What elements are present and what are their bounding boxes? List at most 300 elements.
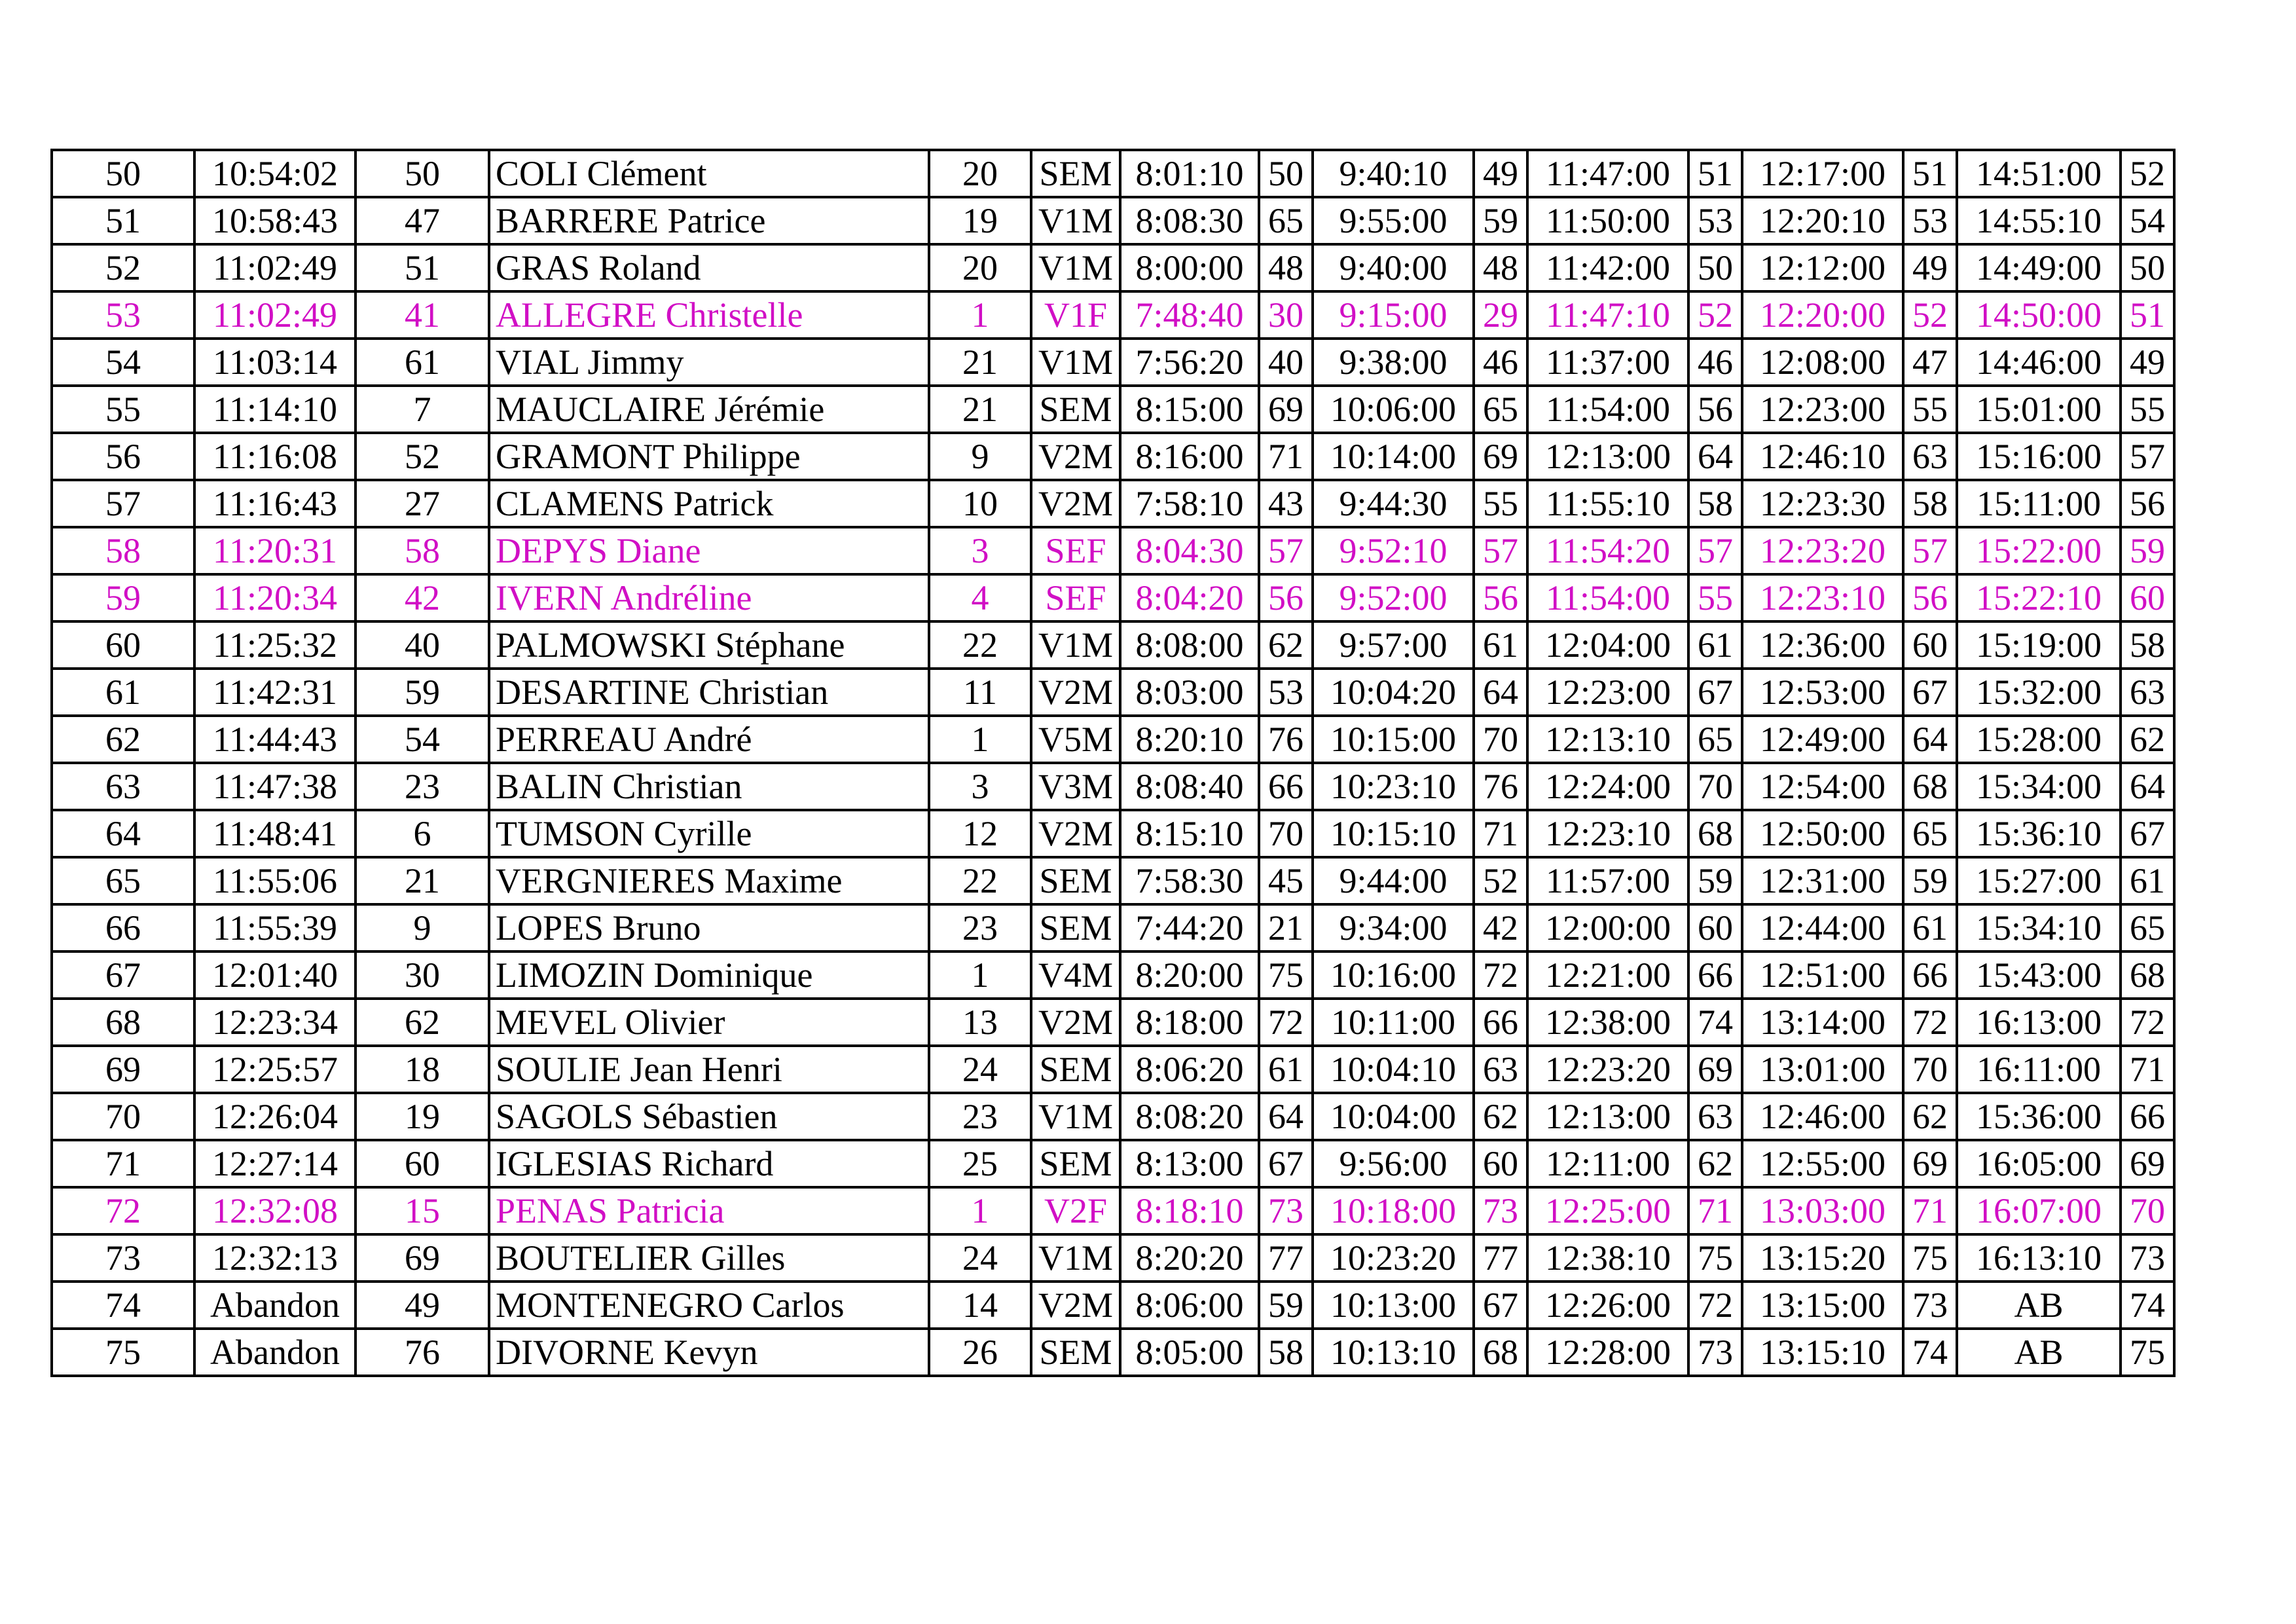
checkpoint-4-time-cell: 12:20:00	[1742, 291, 1903, 339]
place-cell: 68	[52, 999, 194, 1046]
category-cell: V1M	[1031, 621, 1120, 669]
checkpoint-5-time-cell: 16:13:10	[1957, 1234, 2121, 1282]
checkpoint-3-rank-cell: 53	[1688, 197, 1742, 244]
checkpoint-2-time-cell: 9:56:00	[1313, 1140, 1474, 1187]
checkpoint-1-time-cell: 7:56:20	[1120, 339, 1259, 386]
checkpoint-5-rank-cell: 59	[2121, 527, 2174, 574]
category-cell: V2M	[1031, 433, 1120, 480]
table-row	[52, 1234, 2174, 1282]
runner-name-cell: MEVEL Olivier	[489, 999, 929, 1046]
place-cell: 67	[52, 951, 194, 999]
category-cell: V1M	[1031, 1234, 1120, 1282]
checkpoint-4-rank-cell: 61	[1903, 904, 1957, 951]
checkpoint-4-time-cell: 12:51:00	[1742, 951, 1903, 999]
bib-cell: 40	[355, 621, 489, 669]
category-cell: V2M	[1031, 669, 1120, 716]
checkpoint-5-time-cell: 15:22:10	[1957, 574, 2121, 621]
checkpoint-3-rank-cell: 51	[1688, 150, 1742, 197]
table-row	[52, 1046, 2174, 1093]
checkpoint-2-time-cell: 9:52:10	[1313, 527, 1474, 574]
place-cell: 59	[52, 574, 194, 621]
checkpoint-4-time-cell: 12:23:20	[1742, 527, 1903, 574]
checkpoint-1-time-cell: 8:18:00	[1120, 999, 1259, 1046]
runner-name-cell: LIMOZIN Dominique	[489, 951, 929, 999]
checkpoint-1-time-cell: 8:06:00	[1120, 1282, 1259, 1329]
category-rank-cell: 24	[929, 1234, 1031, 1282]
place-cell: 58	[52, 527, 194, 574]
checkpoint-3-time-cell: 12:38:10	[1527, 1234, 1688, 1282]
checkpoint-4-rank-cell: 75	[1903, 1234, 1957, 1282]
table-row	[52, 291, 2174, 339]
category-cell: V2M	[1031, 1282, 1120, 1329]
category-rank-cell: 20	[929, 150, 1031, 197]
checkpoint-1-rank-cell: 21	[1259, 904, 1313, 951]
bib-cell: 41	[355, 291, 489, 339]
checkpoint-4-time-cell: 12:23:30	[1742, 480, 1903, 527]
checkpoint-5-rank-cell: 69	[2121, 1140, 2174, 1187]
checkpoint-3-time-cell: 11:37:00	[1527, 339, 1688, 386]
checkpoint-5-rank-cell: 50	[2121, 244, 2174, 291]
category-cell: SEM	[1031, 1140, 1120, 1187]
checkpoint-1-time-cell: 8:13:00	[1120, 1140, 1259, 1187]
checkpoint-4-time-cell: 13:15:00	[1742, 1282, 1903, 1329]
category-rank-cell: 23	[929, 1093, 1031, 1140]
checkpoint-2-time-cell: 9:57:00	[1313, 621, 1474, 669]
bib-cell: 6	[355, 810, 489, 857]
category-cell: SEM	[1031, 904, 1120, 951]
category-cell: V1F	[1031, 291, 1120, 339]
checkpoint-4-rank-cell: 57	[1903, 527, 1957, 574]
category-rank-cell: 25	[929, 1140, 1031, 1187]
table-row	[52, 904, 2174, 951]
bib-cell: 47	[355, 197, 489, 244]
checkpoint-1-time-cell: 7:44:20	[1120, 904, 1259, 951]
checkpoint-1-time-cell: 7:58:10	[1120, 480, 1259, 527]
place-cell: 69	[52, 1046, 194, 1093]
runner-name-cell: PERREAU André	[489, 716, 929, 763]
checkpoint-3-time-cell: 11:47:00	[1527, 150, 1688, 197]
checkpoint-2-rank-cell: 55	[1474, 480, 1527, 527]
checkpoint-3-time-cell: 12:13:00	[1527, 1093, 1688, 1140]
checkpoint-5-rank-cell: 61	[2121, 857, 2174, 904]
checkpoint-1-rank-cell: 48	[1259, 244, 1313, 291]
category-rank-cell: 3	[929, 763, 1031, 810]
checkpoint-4-time-cell: 12:46:10	[1742, 433, 1903, 480]
checkpoint-4-time-cell: 12:12:00	[1742, 244, 1903, 291]
checkpoint-5-rank-cell: 75	[2121, 1329, 2174, 1376]
finish-time-cell: 11:44:43	[194, 716, 355, 763]
runner-name-cell: PALMOWSKI Stéphane	[489, 621, 929, 669]
checkpoint-4-time-cell: 12:53:00	[1742, 669, 1903, 716]
checkpoint-3-time-cell: 12:13:10	[1527, 716, 1688, 763]
checkpoint-3-time-cell: 11:54:20	[1527, 527, 1688, 574]
checkpoint-5-time-cell: AB	[1957, 1282, 2121, 1329]
checkpoint-5-time-cell: 14:50:00	[1957, 291, 2121, 339]
category-rank-cell: 4	[929, 574, 1031, 621]
bib-cell: 59	[355, 669, 489, 716]
checkpoint-4-time-cell: 12:55:00	[1742, 1140, 1903, 1187]
finish-time-cell: 11:20:34	[194, 574, 355, 621]
checkpoint-4-time-cell: 13:15:10	[1742, 1329, 1903, 1376]
checkpoint-2-time-cell: 10:04:10	[1313, 1046, 1474, 1093]
checkpoint-1-time-cell: 8:04:20	[1120, 574, 1259, 621]
checkpoint-2-time-cell: 10:13:00	[1313, 1282, 1474, 1329]
table-row	[52, 244, 2174, 291]
bib-cell: 61	[355, 339, 489, 386]
checkpoint-4-rank-cell: 70	[1903, 1046, 1957, 1093]
checkpoint-3-time-cell: 12:11:00	[1527, 1140, 1688, 1187]
checkpoint-3-time-cell: 12:04:00	[1527, 621, 1688, 669]
table-row	[52, 857, 2174, 904]
finish-time-cell: 11:14:10	[194, 386, 355, 433]
checkpoint-2-rank-cell: 64	[1474, 669, 1527, 716]
checkpoint-3-rank-cell: 62	[1688, 1140, 1742, 1187]
table-row	[52, 716, 2174, 763]
checkpoint-1-time-cell: 7:48:40	[1120, 291, 1259, 339]
category-rank-cell: 11	[929, 669, 1031, 716]
checkpoint-5-time-cell: 15:27:00	[1957, 857, 2121, 904]
checkpoint-1-rank-cell: 65	[1259, 197, 1313, 244]
checkpoint-1-time-cell: 8:04:30	[1120, 527, 1259, 574]
checkpoint-2-rank-cell: 29	[1474, 291, 1527, 339]
checkpoint-4-rank-cell: 63	[1903, 433, 1957, 480]
checkpoint-5-rank-cell: 70	[2121, 1187, 2174, 1234]
checkpoint-3-rank-cell: 73	[1688, 1329, 1742, 1376]
table-row	[52, 621, 2174, 669]
checkpoint-3-time-cell: 11:57:00	[1527, 857, 1688, 904]
category-cell: V1M	[1031, 197, 1120, 244]
runner-name-cell: VIAL Jimmy	[489, 339, 929, 386]
checkpoint-2-time-cell: 10:23:20	[1313, 1234, 1474, 1282]
checkpoint-5-time-cell: 16:05:00	[1957, 1140, 2121, 1187]
checkpoint-4-time-cell: 12:36:00	[1742, 621, 1903, 669]
checkpoint-2-time-cell: 10:11:00	[1313, 999, 1474, 1046]
checkpoint-3-time-cell: 12:21:00	[1527, 951, 1688, 999]
checkpoint-4-time-cell: 12:08:00	[1742, 339, 1903, 386]
checkpoint-5-time-cell: 14:51:00	[1957, 150, 2121, 197]
checkpoint-3-rank-cell: 56	[1688, 386, 1742, 433]
bib-cell: 18	[355, 1046, 489, 1093]
table-row	[52, 951, 2174, 999]
bib-cell: 60	[355, 1140, 489, 1187]
bib-cell: 42	[355, 574, 489, 621]
category-rank-cell: 12	[929, 810, 1031, 857]
checkpoint-1-time-cell: 8:03:00	[1120, 669, 1259, 716]
finish-time-cell: 11:55:06	[194, 857, 355, 904]
bib-cell: 15	[355, 1187, 489, 1234]
checkpoint-5-time-cell: 15:36:10	[1957, 810, 2121, 857]
checkpoint-1-rank-cell: 62	[1259, 621, 1313, 669]
checkpoint-4-rank-cell: 58	[1903, 480, 1957, 527]
checkpoint-4-rank-cell: 56	[1903, 574, 1957, 621]
runner-name-cell: BARRERE Patrice	[489, 197, 929, 244]
checkpoint-1-rank-cell: 72	[1259, 999, 1313, 1046]
runner-name-cell: BOUTELIER Gilles	[489, 1234, 929, 1282]
checkpoint-1-rank-cell: 71	[1259, 433, 1313, 480]
checkpoint-3-time-cell: 11:50:00	[1527, 197, 1688, 244]
checkpoint-3-rank-cell: 57	[1688, 527, 1742, 574]
checkpoint-1-time-cell: 8:18:10	[1120, 1187, 1259, 1234]
checkpoint-3-rank-cell: 55	[1688, 574, 1742, 621]
finish-time-cell: 11:03:14	[194, 339, 355, 386]
checkpoint-1-rank-cell: 66	[1259, 763, 1313, 810]
bib-cell: 52	[355, 433, 489, 480]
checkpoint-2-rank-cell: 48	[1474, 244, 1527, 291]
checkpoint-5-time-cell: 14:55:10	[1957, 197, 2121, 244]
category-cell: V3M	[1031, 763, 1120, 810]
table-row	[52, 150, 2174, 197]
category-rank-cell: 1	[929, 1187, 1031, 1234]
checkpoint-3-rank-cell: 75	[1688, 1234, 1742, 1282]
finish-time-cell: 12:32:13	[194, 1234, 355, 1282]
category-cell: SEF	[1031, 527, 1120, 574]
table-row	[52, 669, 2174, 716]
category-rank-cell: 26	[929, 1329, 1031, 1376]
checkpoint-2-rank-cell: 56	[1474, 574, 1527, 621]
category-cell: V1M	[1031, 339, 1120, 386]
category-cell: SEM	[1031, 1046, 1120, 1093]
place-cell: 50	[52, 150, 194, 197]
runner-name-cell: IGLESIAS Richard	[489, 1140, 929, 1187]
runner-name-cell: DIVORNE Kevyn	[489, 1329, 929, 1376]
table-row	[52, 574, 2174, 621]
checkpoint-4-time-cell: 13:01:00	[1742, 1046, 1903, 1093]
checkpoint-2-time-cell: 10:18:00	[1313, 1187, 1474, 1234]
checkpoint-1-rank-cell: 40	[1259, 339, 1313, 386]
checkpoint-5-rank-cell: 55	[2121, 386, 2174, 433]
checkpoint-5-rank-cell: 68	[2121, 951, 2174, 999]
checkpoint-4-rank-cell: 64	[1903, 716, 1957, 763]
checkpoint-4-rank-cell: 53	[1903, 197, 1957, 244]
checkpoint-4-rank-cell: 52	[1903, 291, 1957, 339]
bib-cell: 76	[355, 1329, 489, 1376]
finish-time-cell: Abandon	[194, 1282, 355, 1329]
category-rank-cell: 23	[929, 904, 1031, 951]
checkpoint-2-rank-cell: 69	[1474, 433, 1527, 480]
checkpoint-2-rank-cell: 66	[1474, 999, 1527, 1046]
checkpoint-5-time-cell: 14:46:00	[1957, 339, 2121, 386]
checkpoint-3-time-cell: 12:00:00	[1527, 904, 1688, 951]
checkpoint-4-rank-cell: 66	[1903, 951, 1957, 999]
checkpoint-1-time-cell: 8:20:20	[1120, 1234, 1259, 1282]
finish-time-cell: 11:47:38	[194, 763, 355, 810]
checkpoint-4-rank-cell: 68	[1903, 763, 1957, 810]
category-rank-cell: 1	[929, 951, 1031, 999]
checkpoint-1-rank-cell: 73	[1259, 1187, 1313, 1234]
checkpoint-3-rank-cell: 72	[1688, 1282, 1742, 1329]
checkpoint-4-rank-cell: 55	[1903, 386, 1957, 433]
checkpoint-1-rank-cell: 58	[1259, 1329, 1313, 1376]
checkpoint-4-rank-cell: 67	[1903, 669, 1957, 716]
category-rank-cell: 1	[929, 716, 1031, 763]
checkpoint-1-rank-cell: 70	[1259, 810, 1313, 857]
finish-time-cell: 11:02:49	[194, 291, 355, 339]
table-row	[52, 1140, 2174, 1187]
runner-name-cell: DESARTINE Christian	[489, 669, 929, 716]
checkpoint-2-rank-cell: 77	[1474, 1234, 1527, 1282]
checkpoint-2-rank-cell: 52	[1474, 857, 1527, 904]
finish-time-cell: 11:02:49	[194, 244, 355, 291]
checkpoint-5-rank-cell: 56	[2121, 480, 2174, 527]
checkpoint-1-time-cell: 8:15:00	[1120, 386, 1259, 433]
results-body	[52, 150, 2174, 1376]
finish-time-cell: Abandon	[194, 1329, 355, 1376]
finish-time-cell: 11:55:39	[194, 904, 355, 951]
category-cell: SEF	[1031, 574, 1120, 621]
checkpoint-2-rank-cell: 76	[1474, 763, 1527, 810]
checkpoint-5-rank-cell: 67	[2121, 810, 2174, 857]
bib-cell: 50	[355, 150, 489, 197]
checkpoint-1-time-cell: 8:08:00	[1120, 621, 1259, 669]
checkpoint-3-time-cell: 12:28:00	[1527, 1329, 1688, 1376]
checkpoint-2-time-cell: 9:52:00	[1313, 574, 1474, 621]
place-cell: 64	[52, 810, 194, 857]
checkpoint-5-rank-cell: 52	[2121, 150, 2174, 197]
checkpoint-5-rank-cell: 60	[2121, 574, 2174, 621]
checkpoint-3-rank-cell: 64	[1688, 433, 1742, 480]
checkpoint-4-rank-cell: 72	[1903, 999, 1957, 1046]
checkpoint-1-rank-cell: 45	[1259, 857, 1313, 904]
checkpoint-3-rank-cell: 63	[1688, 1093, 1742, 1140]
checkpoint-2-time-cell: 9:44:00	[1313, 857, 1474, 904]
table-row	[52, 527, 2174, 574]
finish-time-cell: 11:25:32	[194, 621, 355, 669]
place-cell: 73	[52, 1234, 194, 1282]
checkpoint-2-time-cell: 10:06:00	[1313, 386, 1474, 433]
checkpoint-3-time-cell: 11:47:10	[1527, 291, 1688, 339]
checkpoint-1-rank-cell: 57	[1259, 527, 1313, 574]
checkpoint-2-time-cell: 10:14:00	[1313, 433, 1474, 480]
checkpoint-5-rank-cell: 73	[2121, 1234, 2174, 1282]
checkpoint-3-time-cell: 11:54:00	[1527, 386, 1688, 433]
checkpoint-4-time-cell: 13:03:00	[1742, 1187, 1903, 1234]
checkpoint-4-time-cell: 12:20:10	[1742, 197, 1903, 244]
table-row	[52, 1187, 2174, 1234]
place-cell: 65	[52, 857, 194, 904]
finish-time-cell: 11:20:31	[194, 527, 355, 574]
checkpoint-2-rank-cell: 59	[1474, 197, 1527, 244]
checkpoint-2-rank-cell: 49	[1474, 150, 1527, 197]
checkpoint-1-rank-cell: 76	[1259, 716, 1313, 763]
checkpoint-2-rank-cell: 62	[1474, 1093, 1527, 1140]
place-cell: 55	[52, 386, 194, 433]
checkpoint-4-rank-cell: 60	[1903, 621, 1957, 669]
place-cell: 57	[52, 480, 194, 527]
checkpoint-4-rank-cell: 71	[1903, 1187, 1957, 1234]
bib-cell: 49	[355, 1282, 489, 1329]
checkpoint-5-time-cell: 15:19:00	[1957, 621, 2121, 669]
checkpoint-3-rank-cell: 50	[1688, 244, 1742, 291]
checkpoint-2-time-cell: 10:16:00	[1313, 951, 1474, 999]
finish-time-cell: 11:16:08	[194, 433, 355, 480]
finish-time-cell: 12:26:04	[194, 1093, 355, 1140]
checkpoint-3-time-cell: 12:24:00	[1527, 763, 1688, 810]
checkpoint-3-time-cell: 11:54:00	[1527, 574, 1688, 621]
finish-time-cell: 12:27:14	[194, 1140, 355, 1187]
category-rank-cell: 13	[929, 999, 1031, 1046]
checkpoint-3-time-cell: 12:23:00	[1527, 669, 1688, 716]
checkpoint-4-time-cell: 12:46:00	[1742, 1093, 1903, 1140]
bib-cell: 54	[355, 716, 489, 763]
category-cell: V5M	[1031, 716, 1120, 763]
place-cell: 53	[52, 291, 194, 339]
category-cell: V2F	[1031, 1187, 1120, 1234]
checkpoint-4-time-cell: 12:17:00	[1742, 150, 1903, 197]
category-rank-cell: 9	[929, 433, 1031, 480]
runner-name-cell: SOULIE Jean Henri	[489, 1046, 929, 1093]
checkpoint-3-time-cell: 12:38:00	[1527, 999, 1688, 1046]
checkpoint-3-rank-cell: 71	[1688, 1187, 1742, 1234]
checkpoint-2-time-cell: 9:15:00	[1313, 291, 1474, 339]
category-cell: V2M	[1031, 999, 1120, 1046]
place-cell: 75	[52, 1329, 194, 1376]
checkpoint-2-rank-cell: 67	[1474, 1282, 1527, 1329]
checkpoint-5-time-cell: 15:34:00	[1957, 763, 2121, 810]
checkpoint-5-time-cell: 15:36:00	[1957, 1093, 2121, 1140]
checkpoint-5-rank-cell: 65	[2121, 904, 2174, 951]
checkpoint-5-time-cell: 15:01:00	[1957, 386, 2121, 433]
category-rank-cell: 22	[929, 857, 1031, 904]
checkpoint-1-rank-cell: 67	[1259, 1140, 1313, 1187]
checkpoint-1-time-cell: 8:16:00	[1120, 433, 1259, 480]
place-cell: 54	[52, 339, 194, 386]
checkpoint-1-time-cell: 8:08:20	[1120, 1093, 1259, 1140]
checkpoint-2-rank-cell: 42	[1474, 904, 1527, 951]
checkpoint-4-rank-cell: 49	[1903, 244, 1957, 291]
place-cell: 56	[52, 433, 194, 480]
category-rank-cell: 21	[929, 386, 1031, 433]
checkpoint-1-rank-cell: 53	[1259, 669, 1313, 716]
checkpoint-4-time-cell: 12:54:00	[1742, 763, 1903, 810]
checkpoint-1-time-cell: 8:06:20	[1120, 1046, 1259, 1093]
checkpoint-5-rank-cell: 64	[2121, 763, 2174, 810]
checkpoint-5-time-cell: 14:49:00	[1957, 244, 2121, 291]
checkpoint-2-time-cell: 10:13:10	[1313, 1329, 1474, 1376]
bib-cell: 9	[355, 904, 489, 951]
runner-name-cell: DEPYS Diane	[489, 527, 929, 574]
checkpoint-2-time-cell: 9:55:00	[1313, 197, 1474, 244]
runner-name-cell: GRAMONT Philippe	[489, 433, 929, 480]
finish-time-cell: 12:23:34	[194, 999, 355, 1046]
category-rank-cell: 3	[929, 527, 1031, 574]
results-table	[50, 149, 2176, 1377]
table-row	[52, 339, 2174, 386]
checkpoint-1-rank-cell: 69	[1259, 386, 1313, 433]
category-rank-cell: 22	[929, 621, 1031, 669]
bib-cell: 23	[355, 763, 489, 810]
finish-time-cell: 10:58:43	[194, 197, 355, 244]
runner-name-cell: LOPES Bruno	[489, 904, 929, 951]
checkpoint-5-time-cell: 15:32:00	[1957, 669, 2121, 716]
category-cell: V4M	[1031, 951, 1120, 999]
checkpoint-1-rank-cell: 61	[1259, 1046, 1313, 1093]
checkpoint-4-time-cell: 12:31:00	[1742, 857, 1903, 904]
checkpoint-3-rank-cell: 58	[1688, 480, 1742, 527]
checkpoint-4-rank-cell: 73	[1903, 1282, 1957, 1329]
checkpoint-2-time-cell: 10:15:10	[1313, 810, 1474, 857]
checkpoint-2-rank-cell: 65	[1474, 386, 1527, 433]
checkpoint-4-time-cell: 13:15:20	[1742, 1234, 1903, 1282]
checkpoint-1-rank-cell: 75	[1259, 951, 1313, 999]
checkpoint-5-time-cell: 16:07:00	[1957, 1187, 2121, 1234]
checkpoint-5-time-cell: 16:13:00	[1957, 999, 2121, 1046]
checkpoint-3-rank-cell: 65	[1688, 716, 1742, 763]
runner-name-cell: GRAS Roland	[489, 244, 929, 291]
runner-name-cell: COLI Clément	[489, 150, 929, 197]
checkpoint-5-rank-cell: 62	[2121, 716, 2174, 763]
checkpoint-5-rank-cell: 63	[2121, 669, 2174, 716]
checkpoint-4-time-cell: 12:50:00	[1742, 810, 1903, 857]
